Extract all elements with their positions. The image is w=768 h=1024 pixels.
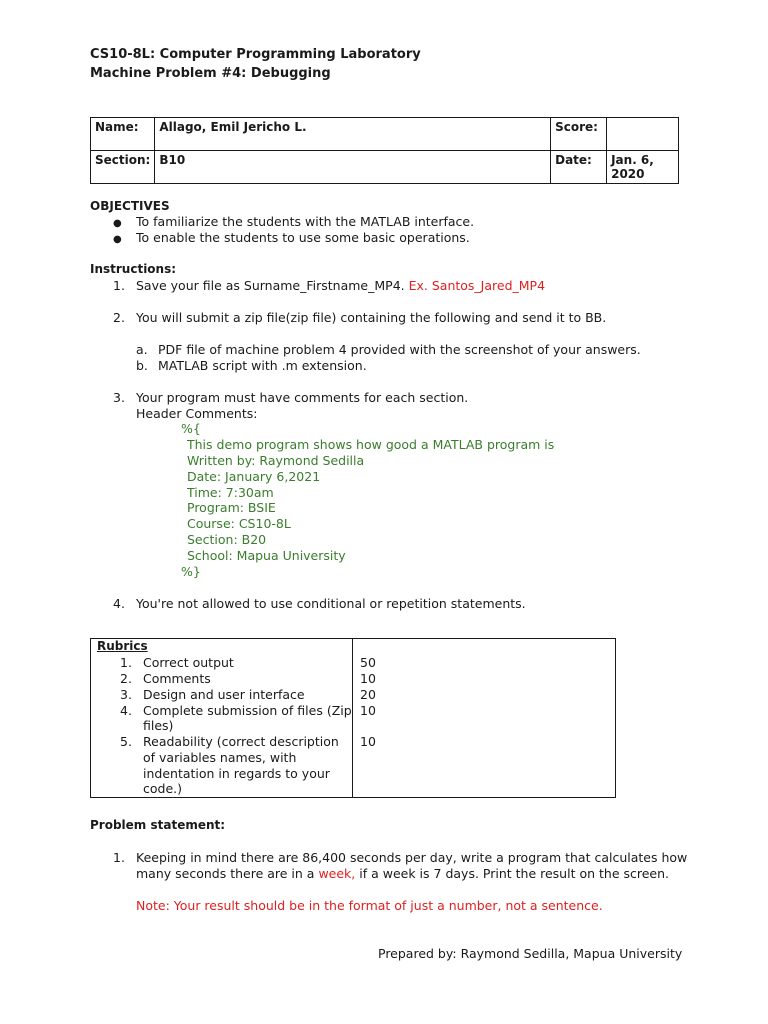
format-note: Note: Your result should be in the format of just a number, not a sentence. bbox=[136, 898, 603, 913]
instruction-text: Save your file as Surname_Firstname_MP4. bbox=[136, 278, 405, 293]
instruction-number: 1. bbox=[113, 278, 125, 293]
problem-statement-heading: Problem statement: bbox=[90, 818, 226, 832]
sub-item-b: MATLAB script with .m extension. bbox=[158, 358, 367, 373]
prepared-by-value: Raymond Sedilla, Mapua University bbox=[460, 946, 683, 961]
comment-open: %{ bbox=[181, 421, 201, 436]
rubric-criterion: Design and user interface bbox=[143, 687, 305, 702]
instruction-item-4: You're not allowed to use conditional or repetition statements. bbox=[136, 596, 526, 611]
objective-item: To enable the students to use some basic operations. bbox=[136, 230, 470, 245]
rubric-criterion: Comments bbox=[143, 671, 211, 686]
section-value: B10 bbox=[155, 151, 551, 184]
rubric-number: 3. bbox=[120, 687, 132, 702]
problem-line-1: Keeping in mind there are 86,400 seconds per day, write a program that calculates how bbox=[136, 850, 688, 865]
prepared-by bbox=[378, 946, 682, 961]
rubric-criterion-cont: indentation in regards to your bbox=[143, 766, 330, 781]
date-line-1: Jan. 6, bbox=[611, 153, 654, 167]
objectives-heading: OBJECTIVES bbox=[90, 199, 170, 213]
problem-text: if a week is 7 days. Print the result on the screen. bbox=[359, 866, 670, 881]
date-label: Date: bbox=[551, 151, 607, 184]
rubric-points: 50 bbox=[360, 655, 376, 670]
rubric-criterion: Readability (correct description bbox=[143, 734, 339, 749]
comment-line: Time: 7:30am bbox=[187, 485, 274, 500]
problem-title: Machine Problem #4: Debugging bbox=[90, 66, 331, 81]
rubric-points: 10 bbox=[360, 703, 376, 718]
comment-line: Section: B20 bbox=[187, 532, 267, 547]
rubric-criterion-cont: of variables names, with bbox=[143, 750, 297, 765]
example-filename: Ex. Santos_Jared_MP4 bbox=[408, 278, 546, 293]
rubric-number: 2. bbox=[120, 671, 132, 686]
name-value: Allago, Emil Jericho L. bbox=[155, 118, 551, 151]
rubric-points: 10 bbox=[360, 734, 376, 749]
rubric-criterion-cont: files) bbox=[143, 718, 174, 733]
instruction-number: 4. bbox=[113, 596, 125, 611]
date-value bbox=[607, 151, 679, 184]
problem-number: 1. bbox=[113, 850, 125, 865]
student-info-table bbox=[90, 117, 679, 184]
problem-text: many seconds there are in a bbox=[136, 866, 315, 881]
instruction-item-3: Your program must have comments for each section. bbox=[136, 390, 469, 405]
problem-line-2 bbox=[136, 866, 669, 881]
rubrics-column-divider bbox=[352, 638, 353, 798]
sub-item-number: b. bbox=[136, 358, 148, 373]
rubric-criterion: Complete submission of files (Zip bbox=[143, 703, 352, 718]
rubric-points: 10 bbox=[360, 671, 376, 686]
rubric-criterion-cont: code.) bbox=[143, 781, 182, 796]
comment-line: Program: BSIE bbox=[187, 500, 276, 515]
bullet-icon: ● bbox=[113, 218, 122, 229]
score-label: Score: bbox=[551, 118, 607, 151]
comment-close: %} bbox=[181, 564, 201, 579]
instruction-number: 3. bbox=[113, 390, 125, 405]
objective-item: To familiarize the students with the MATLAB interface. bbox=[136, 214, 475, 229]
header-comments-label: Header Comments: bbox=[136, 406, 258, 421]
bullet-icon: ● bbox=[113, 234, 122, 245]
rubric-criterion: Correct output bbox=[143, 655, 234, 670]
instructions-heading: Instructions: bbox=[90, 262, 177, 276]
section-label: Section: bbox=[91, 151, 155, 184]
course-title: CS10-8L: Computer Programming Laboratory bbox=[90, 47, 421, 62]
rubric-points: 20 bbox=[360, 687, 376, 702]
comment-line: This demo program shows how good a MATLAB program is bbox=[187, 437, 555, 452]
rubric-number: 5. bbox=[120, 734, 132, 749]
comment-line: Course: CS10-8L bbox=[187, 516, 291, 531]
sub-item-a: PDF file of machine problem 4 provided with the screenshot of your answers. bbox=[158, 342, 641, 357]
week-highlight: week, bbox=[318, 866, 356, 881]
date-line-2: 2020 bbox=[611, 167, 645, 181]
rubrics-heading: Rubrics bbox=[97, 639, 148, 653]
score-value bbox=[607, 118, 679, 151]
comment-line: Written by: Raymond Sedilla bbox=[187, 453, 365, 468]
instruction-item-2: You will submit a zip file(zip file) containing the following and send it to BB. bbox=[136, 310, 607, 325]
rubric-number: 1. bbox=[120, 655, 132, 670]
instruction-item-1 bbox=[136, 278, 545, 293]
prepared-by-label: Prepared by: bbox=[378, 946, 457, 961]
name-label: Name: bbox=[91, 118, 155, 151]
rubric-number: 4. bbox=[120, 703, 132, 718]
comment-line: Date: January 6,2021 bbox=[187, 469, 321, 484]
instruction-number: 2. bbox=[113, 310, 125, 325]
comment-line: School: Mapua University bbox=[187, 548, 346, 563]
sub-item-number: a. bbox=[136, 342, 148, 357]
